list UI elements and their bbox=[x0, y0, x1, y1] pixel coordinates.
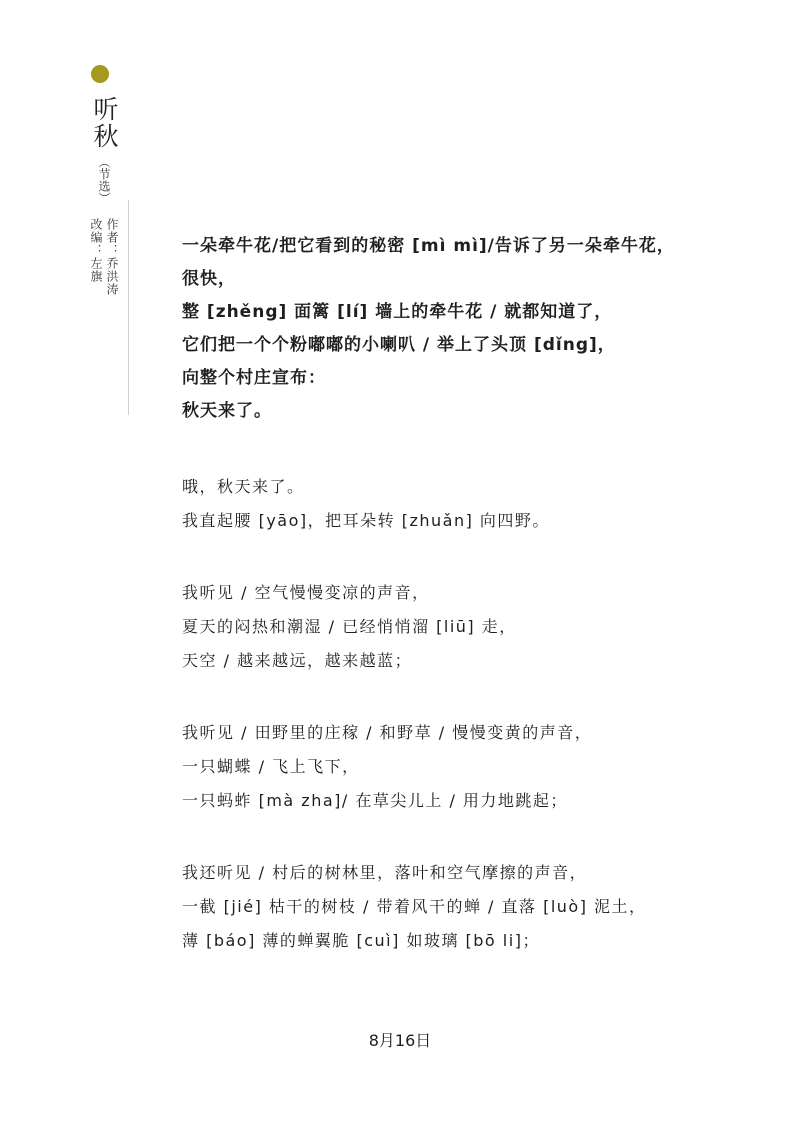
poem-line: 一截 [jié] 枯干的树枝 / 带着风干的蝉 / 直落 [luò] 泥土， bbox=[182, 897, 647, 916]
poem-line: 哦，秋天来了。 bbox=[182, 477, 305, 496]
poem-line: 秋天来了。 bbox=[182, 401, 272, 421]
author-credit: 作者：乔洪涛 bbox=[105, 218, 119, 296]
stanza bbox=[182, 576, 762, 678]
adapter-credit: 改编：左旗 bbox=[89, 218, 103, 283]
poem-line: 它们把一个个粉嘟嘟的小喇叭 / 举上了头顶 [dǐng]， bbox=[182, 335, 616, 355]
poem-line: 我听见 / 空气慢慢变凉的声音， bbox=[182, 583, 430, 602]
poem-line: 我听见 / 田野里的庄稼 / 和野草 / 慢慢变黄的声音， bbox=[182, 723, 593, 742]
accent-dot bbox=[91, 65, 109, 83]
side-header bbox=[84, 96, 124, 296]
poem-line: 向整个村庄宣布： bbox=[182, 368, 326, 388]
poem-line: 夏天的闷热和潮湿 / 已经悄悄溜 [liū] 走， bbox=[182, 617, 517, 636]
poem-line: 一只蚂蚱 [mà zha]/ 在草尖儿上 / 用力地跳起； bbox=[182, 791, 568, 810]
poem-line: 整 [zhěng] 面篱 [lí] 墙上的牵牛花 / 就都知道了， bbox=[182, 302, 613, 322]
poem-line: 我还听见 / 村后的树林里，落叶和空气摩擦的声音， bbox=[182, 863, 588, 882]
stanza bbox=[182, 470, 762, 538]
poem-line: 天空 / 越来越远，越来越蓝； bbox=[182, 651, 413, 670]
poem-body bbox=[182, 230, 762, 996]
poem-line: 我直起腰 [yāo]，把耳朵转 [zhuǎn] 向四野。 bbox=[182, 511, 550, 530]
poem-line: 薄 [báo] 薄的蝉翼脆 [cuì] 如玻璃 [bō li]； bbox=[182, 931, 540, 950]
side-divider bbox=[128, 200, 129, 415]
poem-subtitle: （节选） bbox=[97, 156, 111, 204]
stanza bbox=[182, 230, 762, 428]
poem-line: 一朵牵牛花/把它看到的秘密 [mì mì]/告诉了另一朵牵牛花， bbox=[182, 236, 675, 256]
stanza bbox=[182, 716, 762, 818]
page-date: 8月16日 bbox=[368, 1031, 432, 1050]
credits bbox=[89, 218, 119, 296]
poem-title: 听秋 bbox=[90, 96, 119, 150]
poem-line: 很快， bbox=[182, 269, 236, 289]
poem-line: 一只蝴蝶 / 飞上飞下， bbox=[182, 757, 360, 776]
stanza bbox=[182, 856, 762, 958]
